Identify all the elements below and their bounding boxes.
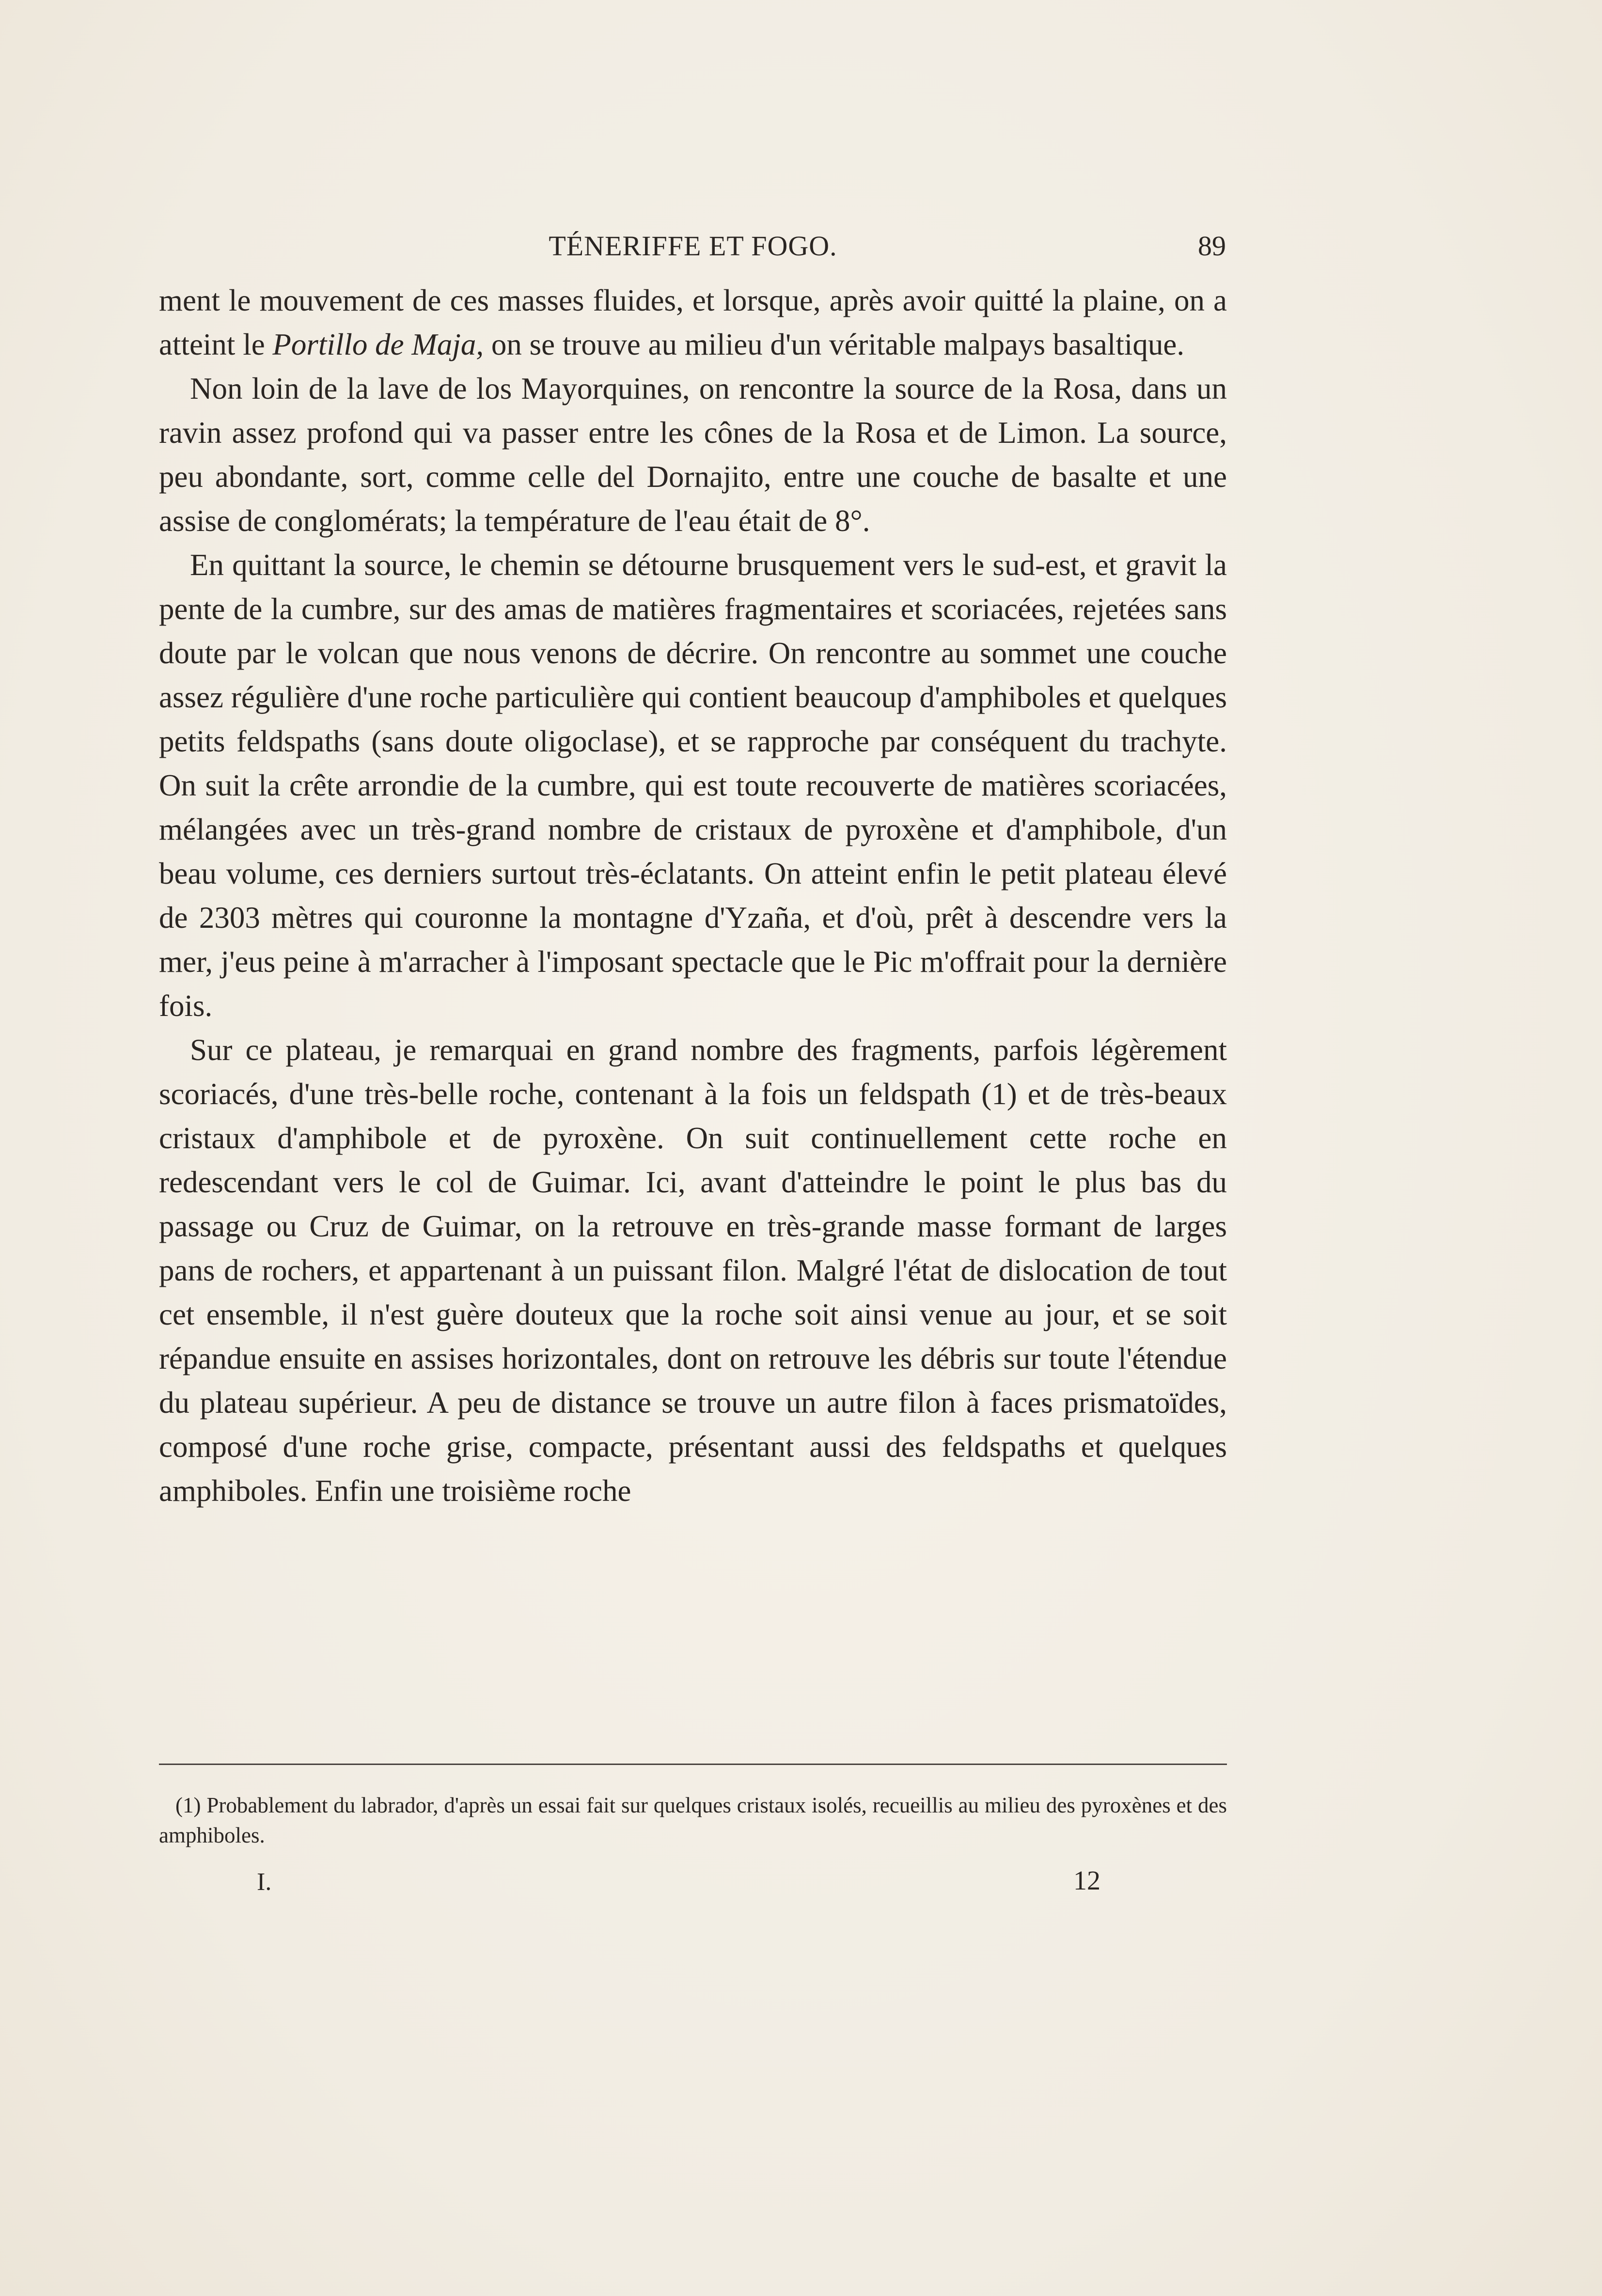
footnote-divider — [159, 1764, 1227, 1765]
paragraph-2: Non loin de la lave de los Mayorquines, on rencontre la source de la Rosa, dans un ravin assez profond qui va passer entre les cônes de la Rosa et de Limon. La source, peu abondante, sort, comme celle del Dornajito, entre une couche de basalte et une assise de conglomérats; la température de l'eau était de 8°. — [159, 372, 1227, 538]
running-title: TÉNERIFFE ET FOGO. — [549, 230, 837, 262]
paragraph-4: Sur ce plateau, je remarquai en grand nombre des fragments, parfois légèrement scoriacés, d'une très-belle roche, contenant à la fois un feldspath (1) et de très-beaux cristaux d'amphibole et de pyroxène. On suit continuellement cette roche en redescendant vers le col de Guimar. Ici, avant d'atteindre le point le plus bas du passage ou Cruz de Guimar, on la retrouve en très-grande masse formant de larges pans de rochers, et appartenant à un puissant filon. Malgré l'état de dislocation de tout cet ensemble, il n'est guère douteux que la roche soit ainsi venue au jour, et se soit répandue ensuite en assises horizontales, dont on retrouve les débris sur toute l'étendue du plateau supérieur. A peu de distance se trouve un autre filon à faces prismatoïdes, composé d'une roche grise, compacte, présentant aussi des feldspaths et quelques amphiboles. Enfin une troisième roche — [159, 1033, 1227, 1508]
paragraph-3: En quittant la source, le chemin se détourne brusquement vers le sud-est, et gravit la pente de la cumbre, sur des amas de matières fragmentaires et scoriacées, rejetées sans doute par le volcan que nous venons de décrire. On rencontre au sommet une couche assez régulière d'une roche particulière qui contient beaucoup d'amphiboles et quelques petits feldspaths (sans doute oligoclase), et se rapproche par conséquent du trachyte. On suit la crête arrondie de la cumbre, qui est toute recouverte de matières scoriacées, mélangées avec un très-grand nombre de cristaux de pyroxène et d'amphibole, d'un beau volume, ces derniers surtout très-éclatants. On atteint enfin le petit plateau élevé de 2303 mètres qui couronne la montagne d'Yzaña, et d'où, prêt à descendre vers la mer, j'eus peine à m'arracher à l'imposant spectacle que le Pic m'offrait pour la dernière fois. — [159, 548, 1227, 1023]
paragraph-1 — [159, 279, 1227, 367]
sheet-number: 12 — [1073, 1866, 1100, 1896]
page-number: 89 — [1198, 230, 1226, 262]
running-head — [160, 227, 1226, 266]
place-name-italic: Portillo de Maja, — [272, 328, 484, 361]
signature-mark: I. — [257, 1868, 272, 1896]
body-text — [159, 279, 1227, 1513]
paragraph-1-after: on se trouve au milieu d'un véritable malpays basaltique. — [484, 328, 1185, 361]
paragraph-1-before: ment le mouvement de ces masses fluides, et lorsque, après avoir quitté la plaine, on a atteint le — [159, 283, 1227, 361]
footnote: (1) Probablement du labrador, d'après un essai fait sur quelques cristaux isolés, recueillis au milieu des pyroxènes et des amphiboles. — [159, 1793, 1227, 1847]
